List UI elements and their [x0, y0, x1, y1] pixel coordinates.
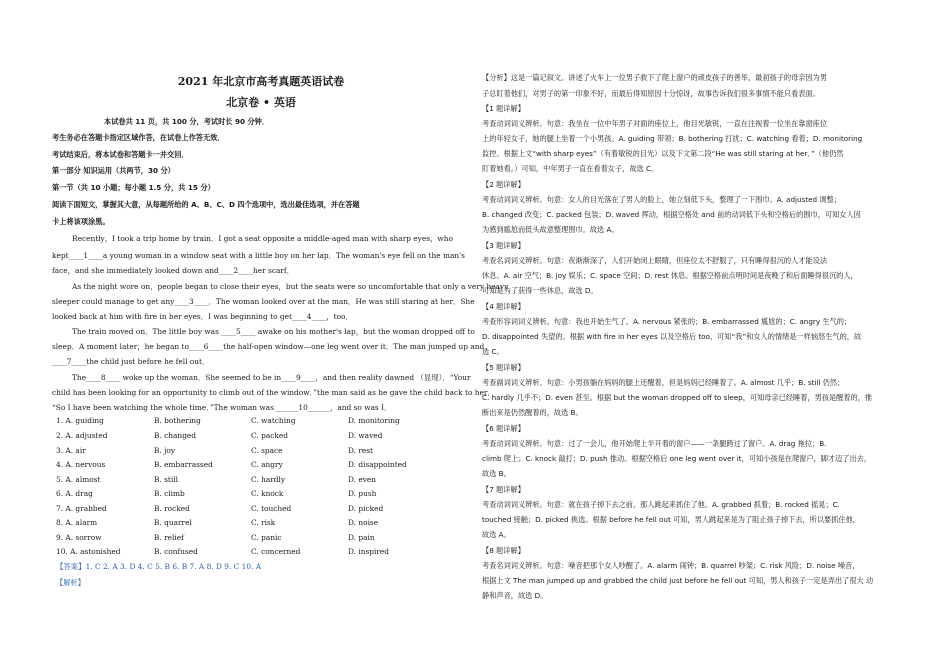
option-choice: B. bothering — [154, 416, 201, 425]
option-row — [52, 489, 452, 499]
subsection-heading: 第一节（共 10 小题；每小题 1.5 分，共 15 分） — [52, 183, 215, 192]
passage-line: sleep．A moment later，he began to____6____the half-open window—one leg went over it．The man jumped up and — [52, 342, 485, 351]
option-choice: C. packed — [251, 431, 288, 440]
option-choice: C. angry — [251, 460, 283, 469]
option-choice: 2. A. adjusted — [56, 431, 108, 440]
explanation-heading: 【5 题详解】 — [482, 363, 525, 372]
option-choice: D. rest — [348, 446, 374, 455]
directions-line: 卡上将该项涂黑。 — [52, 217, 110, 226]
option-choice: D. waved — [348, 431, 383, 440]
passage-line: kept____1____a young woman in a window seat with a little boy on her lap．The woman's eye fell on the man's — [52, 251, 465, 260]
explanation-line: 断出来是仍然醒着的，故选 B。 — [482, 408, 583, 417]
explanation-line: 休息。A. air 空气；B. joy 娱乐；C. space 空间；D. rest 休息。根据空格前点明时间是夜晚了和后面睡得很沉的人， — [482, 271, 858, 280]
explanation-line: 监控。根据上文“with sharp eyes”（有着敏锐的目光）以及下文第二段“He was still staring at her．”（他仍然 — [482, 149, 844, 158]
answer-key: 【答案】1. C 2. A 3. D 4. C 5. B 6. B 7. A 8. D 9. C 10. A — [56, 562, 262, 571]
explanation-line: 选 C。 — [482, 347, 504, 356]
option-row — [52, 460, 452, 470]
option-row — [52, 504, 452, 514]
passage-line: As the night wore on，people began to close their eyes，but the seats were so uncomfortable that only a very heavy — [72, 282, 509, 291]
explanation-line: 故选 A。 — [482, 530, 511, 539]
explanation-line: 考查名词词义辨析。句意：噪音把那个女人吵醒了。A. alarm 闹钟；B. quarrel 吵架；C. risk 风险；D. noise 噪音， — [482, 561, 860, 570]
option-choice: 6. A. drag — [56, 489, 93, 498]
explanation-line: 考查形容词词义辨析。句意：我也开始生气了。A. nervous 紧张的；B. embarrassed 尴尬的；C. angry 生气的； — [482, 317, 852, 326]
option-choice: 10. A. astonished — [56, 547, 121, 556]
option-choice: D. push — [348, 489, 377, 498]
option-row — [52, 416, 452, 426]
option-choice: D. monitoring — [348, 416, 400, 425]
passage-line: The train moved on．The little boy was ____5____ awake on his mother's lap，but the woman dropped off to — [72, 327, 475, 336]
option-row — [52, 518, 452, 528]
option-choice: 5. A. almost — [56, 475, 101, 484]
option-choice: D. noise — [348, 518, 379, 527]
explanation-heading: 【2 题详解】 — [482, 180, 525, 189]
passage-line: child has been looking for an opportunity to climb out of the window．”the man said as he gave the child back to her． — [52, 388, 495, 397]
passage-line: “So I have been watching the whole time．”The woman was ______10______，and so was I． — [52, 403, 392, 412]
option-choice: 8. A. alarm — [56, 518, 98, 527]
option-choice: C. space — [251, 446, 283, 455]
option-choice: D. even — [348, 475, 377, 484]
exam-title: 2021 年北京市高考真题英语试卷 — [177, 75, 345, 88]
option-row — [52, 431, 452, 441]
explanation-line: 考查名词词义辨析。句意：夜渐渐深了，人们开始闭上眼睛，但座位太不舒服了，只有睡得很沉的人才能设法 — [482, 256, 828, 265]
explanation-line: D. disappointed 失望的。根据 with fire in her eyes 以及空格后 too，可知“我”和女人的情绪是一样恼怒生气的，故 — [482, 332, 862, 341]
option-row — [52, 533, 452, 543]
explanation-line: 为感到尴尬而低头故意整理围巾。故选 A。 — [482, 225, 619, 234]
passage-line: The____8____ woke up the woman．She seemed to be in____9____，and then reality dawned （显现）．“Your — [72, 373, 471, 382]
explanation-line: 考查动词词义辨析。句意：过了一会儿，他开始爬上半开着的窗户——一条腿跨过了窗户。A. drag 拖拉；B. — [482, 439, 827, 448]
option-row — [52, 475, 452, 485]
option-choice: 4. A. nervous — [56, 460, 106, 469]
option-choice: 7. A. grabbed — [56, 504, 107, 513]
explanation-line: 考查动词词义辨析。句意：就在孩子掉下去之前，那人跳起来抓住了他。A. grabbed 抓着；B. rocked 摇晃；C. — [482, 500, 840, 509]
exam-subtitle: 北京卷 • 英语 — [226, 96, 296, 109]
option-choice: B. embarrassed — [154, 460, 213, 469]
summary-line: 子总盯着他们，对男子的第一印象不好，而最后得知原因十分惊讶，故事告诉我们很多事情不能只看表面。 — [482, 89, 820, 98]
option-choice: D. disappointed — [348, 460, 407, 469]
explanation-line: B. changed 改变；C. packed 包装；D. waved 挥动，根据空格处 and 前的动词低下头和空格后的围巾，可知女人因 — [482, 210, 861, 219]
explanation-line: C. hardly 几乎不；D. even 甚至。根据 but the woman dropped off to sleep，可知母亲已经睡着，男孩是醒着的，推 — [482, 393, 873, 402]
option-choice: C. concerned — [251, 547, 301, 556]
explanation-line: 盯着她看。）可知，中年男子一直在看着女子，故选 C。 — [482, 164, 659, 173]
explanation-line: 考查动词词义辨析。句意：我坐在一位中年男子对面的座位上，他目光敏锐，一直在注视着一位坐在靠窗座位 — [482, 119, 828, 128]
option-choice: C. watching — [251, 416, 296, 425]
explanation-heading: 【4 题详解】 — [482, 302, 525, 311]
instruction-line: 考生务必在答题卡指定区域作答，在试卷上作答无效． — [52, 133, 225, 142]
option-choice: 1. A. guiding — [56, 416, 104, 425]
instruction-line: 考试结束后，将本试卷和答题卡一并交回． — [52, 150, 189, 159]
option-choice: B. relief — [154, 533, 184, 542]
explanation-heading: 【6 题详解】 — [482, 424, 525, 433]
explanation-line: 考查副词词义辨析。句意：小男孩躺在妈妈的腿上还醒着，但是妈妈已经睡着了。A. almost 几乎；B. still 仍然； — [482, 378, 845, 387]
passage-line: face，and she immediately looked down and____2____her scarf． — [52, 266, 295, 275]
exam-info: 本试卷共 11 页，共 100 分，考试时长 90 分钟． — [104, 117, 270, 126]
explanation-line: 上的年轻女子，她的腿上坐着一个小男孩。A. guiding 带领；B. bothering 打扰；C. watching 看着；D. monitoring — [482, 134, 863, 143]
option-choice: D. inspired — [348, 547, 390, 556]
explanation-line: 考查动词词义辨析。句意：女人的目光落在了男人的脸上，她立刻低下头，整理了一下围巾。A. adjusted 调整； — [482, 195, 841, 204]
passage-line: ____7____the child just before he fell out． — [52, 357, 210, 366]
explanation-line: 故选 B。 — [482, 469, 511, 478]
passage-line: looked back at him with fire in her eyes．I was beginning to get____4____，too． — [52, 312, 353, 321]
option-choice: C. hardly — [251, 475, 286, 484]
explanation-heading: 【7 题详解】 — [482, 485, 525, 494]
passage-line: sleeper could manage to get any____3____．The woman looked over at the man．He was still staring at her．She — [52, 297, 475, 306]
explanation-heading: 【1 题详解】 — [482, 104, 525, 113]
option-choice: B. climb — [154, 489, 185, 498]
summary-line: 【分析】这是一篇记叙文。讲述了火车上一位男子救下了爬上窗户的顽皮孩子的善举，最初孩子的母亲因为男 — [482, 73, 828, 82]
option-choice: B. confused — [154, 547, 198, 556]
option-choice: B. quarrel — [154, 518, 192, 527]
option-choice: 3. A. air — [56, 446, 86, 455]
option-choice: C. risk — [251, 518, 276, 527]
explanation-heading: 【3 题详解】 — [482, 241, 525, 250]
explanation-heading: 【8 题详解】 — [482, 546, 525, 555]
option-choice: 9. A. sorrow — [56, 533, 102, 542]
section-heading: 第一部分 知识运用（共两节，30 分） — [52, 166, 175, 175]
option-choice: C. knock — [251, 489, 284, 498]
analysis-label: 【解析】 — [56, 578, 85, 587]
option-choice: B. changed — [154, 431, 197, 440]
explanation-line: 根据上文 The man jumped up and grabbed the child just before he fell out 可知，男人和孩子一定是弄出了很大 动 — [482, 576, 874, 585]
explanation-line: climb 爬上；C. knock 敲打；D. push 推动。根据空格后 one leg went over it，可知小孩是在爬窗户，脚才迈了出去， — [482, 454, 872, 463]
option-choice: B. rocked — [154, 504, 190, 513]
explanation-line: 静和声音，故选 D。 — [482, 591, 548, 600]
directions-line: 阅读下面短文，掌握其大意，从每题所给的 A、B、C、D 四个选项中，选出最佳选项，并在答题 — [52, 200, 360, 209]
option-choice: D. picked — [348, 504, 384, 513]
option-choice: D. pain — [348, 533, 375, 542]
option-row — [52, 547, 452, 557]
passage-line: Recently，I took a trip home by train．I got a seat opposite a middle-aged man with sharp eyes，who — [72, 234, 453, 243]
option-choice: B. still — [154, 475, 178, 484]
option-row — [52, 446, 452, 456]
explanation-line: touched 接触；D. picked 挑选。根据 before he fell out 可知，男人跳起来是为了阻止孩子掉下去，所以要抓住他， — [482, 515, 860, 524]
explanation-line: 可知是为了获得一些休息，故选 D。 — [482, 286, 598, 295]
option-choice: B. joy — [154, 446, 176, 455]
option-choice: C. panic — [251, 533, 282, 542]
option-choice: C. touched — [251, 504, 292, 513]
